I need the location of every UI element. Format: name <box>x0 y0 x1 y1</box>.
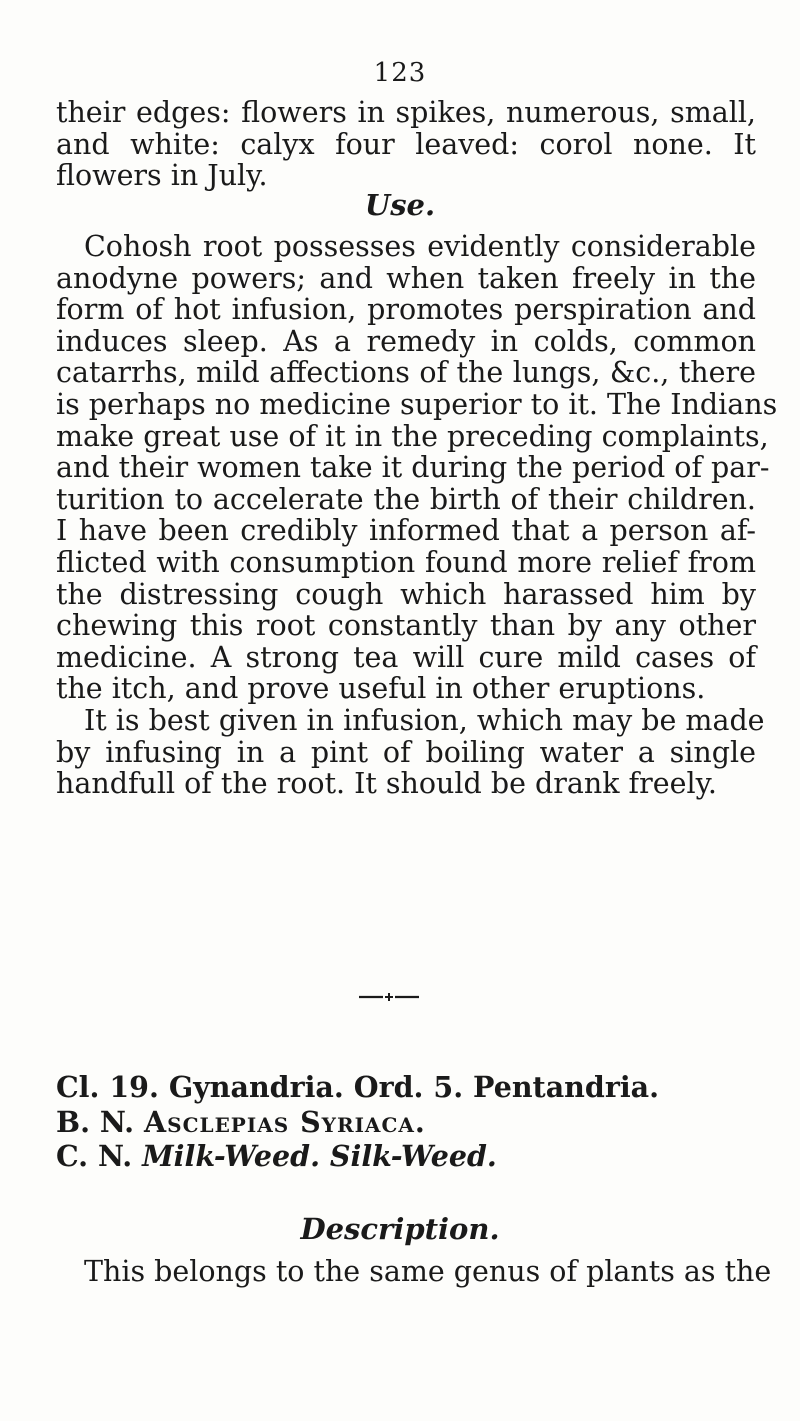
classification-line: Cl. 19. Gynandria. Ord. 5. Pentandria. <box>56 1070 660 1104</box>
common-names: Milk-Weed. Silk-Weed. <box>142 1139 497 1173</box>
common-name-line <box>56 1140 756 1172</box>
text-line: medicine. A strong tea will cure mild cases of <box>56 640 756 674</box>
text-line: anodyne powers; and when taken freely in the <box>56 261 756 295</box>
top-paragraph <box>56 97 756 192</box>
text-line: It is best given in infusion, which may be made <box>84 704 765 737</box>
common-name-prefix: C. N. <box>56 1139 133 1173</box>
description-heading: Description. <box>300 1212 500 1246</box>
use-heading: Use. <box>364 188 436 222</box>
text-line: is perhaps no medicine superior to it. The Indians <box>56 387 778 421</box>
text-line: the itch, and prove useful in other eruptions. <box>56 672 706 706</box>
description-paragraph <box>56 1255 772 1288</box>
text-line: form of hot infusion, promotes perspiration and <box>56 293 756 327</box>
text-line: the distressing cough which harassed him by <box>56 577 756 611</box>
text-line: catarrhs, mild affections of the lungs, &c., there <box>56 356 756 390</box>
botanical-name-line <box>56 1106 756 1138</box>
text-line: This belongs to the same genus of plants as the <box>84 1255 772 1288</box>
text-line: chewing this root constantly than by any other <box>56 609 756 643</box>
text-line: flowers in July. <box>56 159 268 193</box>
text-line: I have been credibly informed that a person af- <box>56 514 756 548</box>
botanical-name-prefix: B. N. <box>56 1105 135 1139</box>
text-line: by infusing in a pint of boiling water a single <box>56 735 756 769</box>
text-line: handfull of the root. It should be drank freely. <box>56 767 717 801</box>
text-line: and white: calyx four leaved: corol none. It <box>56 127 756 161</box>
text-line: flicted with consumption found more relief from <box>56 545 756 579</box>
text-line: their edges: flowers in spikes, numerous, small, <box>56 96 756 129</box>
text-line: turition to accelerate the birth of their children. <box>56 482 756 516</box>
use-paragraph <box>56 230 778 706</box>
text-line: induces sleep. As a remedy in colds, common <box>56 324 756 358</box>
text-line: make great use of it in the preceding complaints, <box>56 419 769 453</box>
text-line: and their women take it during the period of par- <box>56 451 770 485</box>
botanical-name: Asclepias Syriaca. <box>144 1105 426 1139</box>
page-number: 123 <box>373 58 427 88</box>
infusion-paragraph <box>56 704 765 801</box>
text-line: Cohosh root possesses evidently considerable <box>84 230 756 263</box>
section-divider-ornament <box>357 992 421 1002</box>
